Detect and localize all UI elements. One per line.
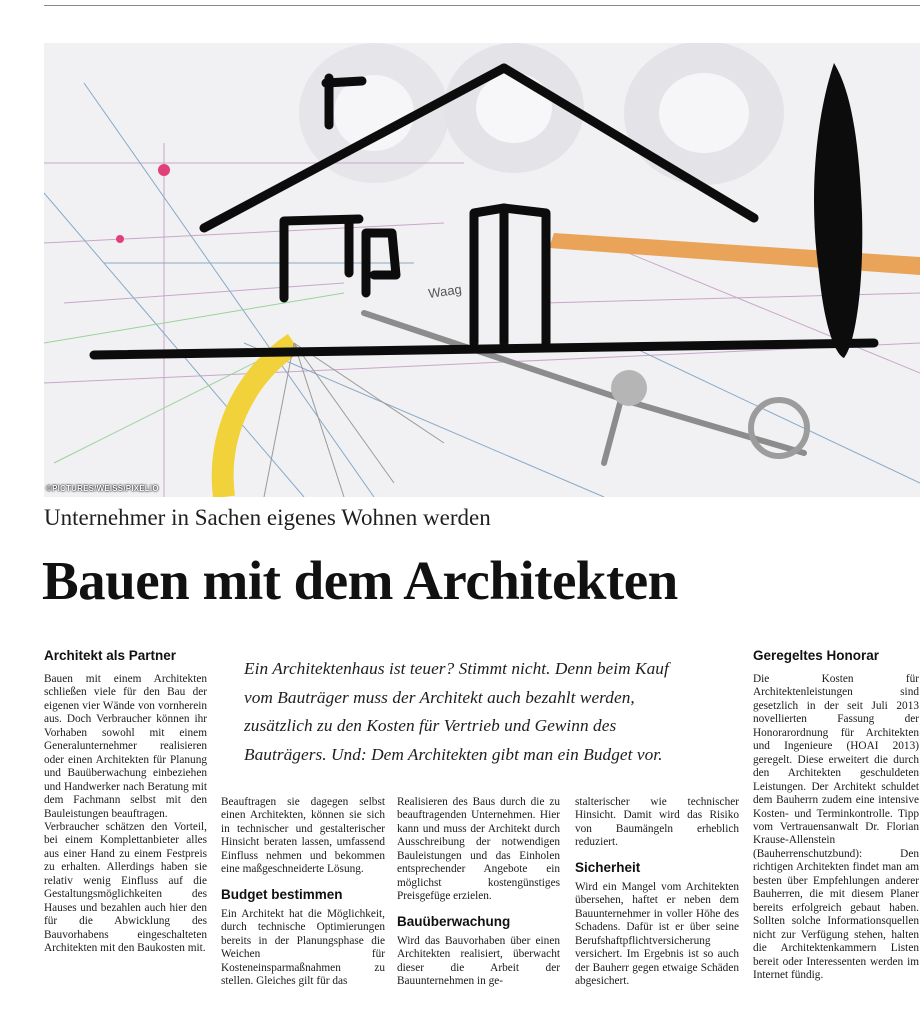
top-rule — [44, 5, 920, 6]
column-body — [753, 673, 919, 982]
kicker: Unternehmer in Sachen eigenes Wohnen werden — [44, 505, 491, 530]
drawing-label: Waag — [427, 281, 463, 301]
photo-credit: ©PICTURES/WEISS/PIXELIO — [46, 484, 159, 493]
paragraph: Ein Architekt hat die Möglichkeit, durch technische Optimierungen bereits in der Planungsphase die Weichen für Kosteneinsparmaßnahmen zu stellen. Gleiches gilt für das — [221, 907, 385, 987]
paragraph: Wird ein Mangel vom Architekten übersehen, haftet er neben dem Bauunternehmer in voller Höhe des Schadens. Dafür ist er über seine Berufshaftpflichtversicherung versichert. Im Ergebnis ist so auch der Bauherr gegen etwaige Schäden abgesichert. — [575, 880, 739, 987]
section-heading: Budget bestimmen — [221, 886, 343, 902]
column-4 — [575, 796, 739, 988]
section-heading: Sicherheit — [575, 859, 641, 875]
pull-quote — [244, 655, 734, 769]
column-body — [44, 673, 207, 956]
paragraph: Die Kosten für Architektenleistungen sind gesetzlich in der seit Juli 2013 novellierten Fassung der Honorarordnung für Architekten und Ingenieure (HOAI 2013) geregelt. Diese erweitert die durch den Architekten geschuldeten Leistungen. Der Architekt schuldet dem Bauherrn zudem eine intensive Kosten- und Terminkontrolle. Tipp vom Vertrauensanwalt Dr. Florian Krause-Allenstein (Bauherrenschutzbund): Den richtigen Architekten findet man am besten über Empfehlungen anderer Bauherren, die mit diesem Planer bereits erfolgreich gebaut haben. Sollten solche Informationsquellen nicht zur Verfügung stehen, halten die Architektenkammern Listen bereit oder Interessenten werden im Internet fündig. — [753, 673, 919, 981]
quote-line: Bauträgers. Und: Dem Architekten gibt man ein Budget vor. — [244, 744, 663, 764]
quote-line: zusätzlich zu den Kosten für Vertrieb und Gewinn des — [244, 716, 617, 735]
column-3 — [397, 796, 560, 988]
paragraph: Realisieren des Baus durch die zu beauftragenden Unternehmen. Hier kann und muss der Architekt durch Ausschreibung der notwendigen Bauleistungen und das Einholen entsprechender Angebote ein möglichst kostengünstiges Preisgefüge erzielen. — [397, 796, 560, 903]
paragraph: Beauftragen sie dagegen selbst einen Architekten, können sie sich in technischer und gestalterischer Hinsicht beraten lassen, umfassend Einfluss nehmen und bekommen eine maßgeschneiderte Lösung. — [221, 796, 385, 876]
paragraph: Wird das Bauvorhaben über einen Architekten realisiert, überwacht dieser die Arbeit der Bauunternehmen in ge- — [397, 934, 560, 987]
section-heading: Geregeltes Honorar — [753, 648, 880, 663]
quote-line: Ein Architektenhaus ist teuer? Stimmt nicht. Denn beim Kauf — [244, 659, 669, 678]
section-heading: Architekt als Partner — [44, 648, 177, 663]
house-sketch-illustration — [44, 43, 920, 497]
section-heading: Bauüberwachung — [397, 913, 511, 929]
paragraph: stalterischer wie technischer Hinsicht. Damit wird das Risiko von Baumängeln erheblich reduziert. — [575, 796, 739, 849]
article-photo — [44, 43, 920, 497]
headline: Bauen mit dem Architekten — [42, 550, 678, 611]
column-1 — [44, 648, 207, 956]
column-2 — [221, 796, 385, 988]
quote-line: vom Bauträger muss der Architekt auch bezahlt werden, — [244, 687, 635, 707]
paragraph: Verbraucher schätzen den Vorteil, bei einem Komplettanbieter alles aus einer Hand zu einem Festpreis zu erhalten. Allerdings haben sie relativ wenig Einfluss auf die Gestaltungsmöglichkeiten des Hauses und bezahlen auch hier den für die Abwicklung des Bauvorhabens eingeschalteten Architekten mit den Baukosten mit. — [44, 820, 207, 955]
column-5 — [753, 648, 919, 982]
paragraph: Bauen mit einem Architekten schließen viele für den Bau der eigenen vier Wände von vornherein aus. Doch Verbraucher können ihr Vorhaben sowohl mit einem Generalunternehmer realisieren oder einen Architekten für Planung und Bauüberwachung einbeziehen und Handwerker nach Beratung mit dem Fachmann selbst mit den Bauleistungen beauftragen. — [44, 673, 207, 820]
